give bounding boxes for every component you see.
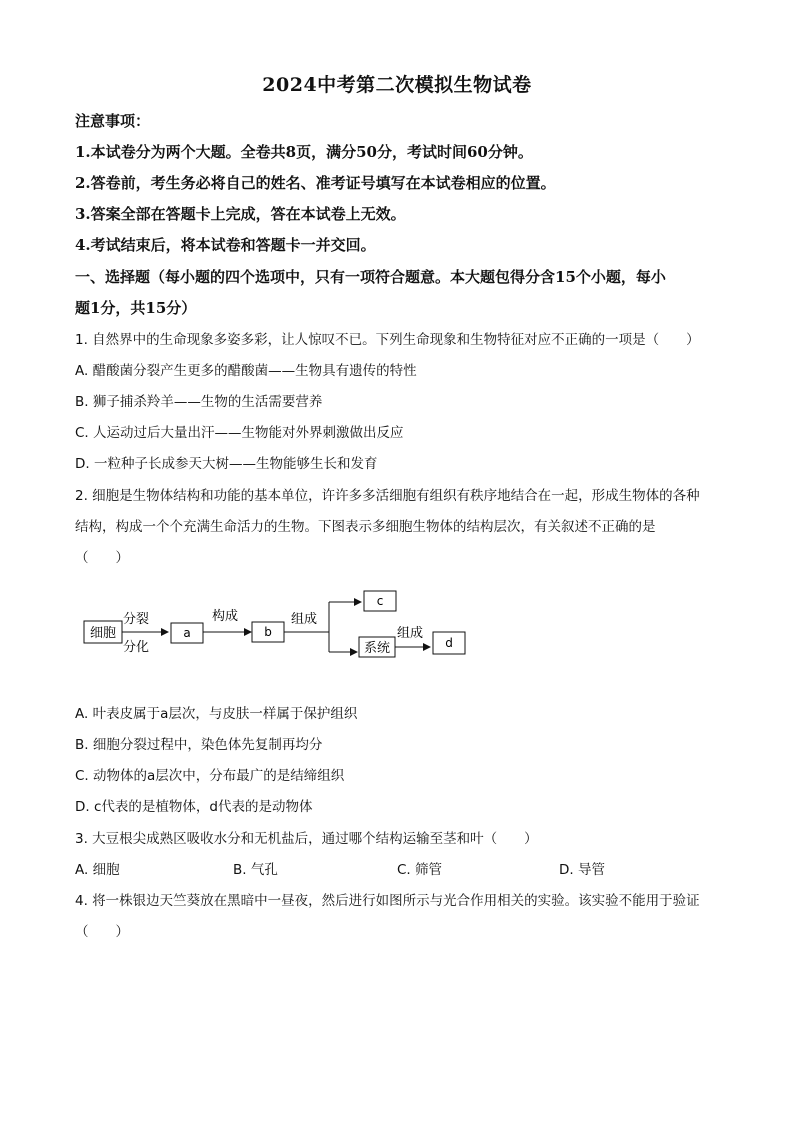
q3-stem: 3. 大豆根尖成熟区吸收水分和无机盐后，通过哪个结构运输至茎和叶（ ） <box>75 831 538 847</box>
q3-option-c: C. 筛管 <box>397 862 443 878</box>
q4-stem-line1: 4. 将一株银边天竺葵放在黑暗中一昼夜，然后进行如图所示与光合作用相关的实验。该实验不能用于验证 <box>75 893 700 909</box>
compose1-label: 构成 <box>211 609 239 624</box>
q1-option-d: D. 一粒种子长成参天大树——生物能够生长和发育 <box>75 456 378 472</box>
q2-stem-line1: 2. 细胞是生物体结构和功能的基本单位，许许多多活细胞有组织有秩序地结合在一起，形成生物体的各种 <box>75 488 700 504</box>
notice-item-3: 3.答案全部在答题卡上完成，答在本试卷上无效。 <box>75 205 406 223</box>
differentiate-label: 分化 <box>123 640 150 655</box>
section-heading-line1: 一、选择题（每小题的四个选项中，只有一项符合题意。本大题包得分含15个小题，每小 <box>75 268 666 286</box>
q3-option-d: D. 导管 <box>559 862 605 878</box>
q1-option-b: B. 狮子捕杀羚羊——生物的生活需要营养 <box>75 394 323 410</box>
notice-item-2: 2.答卷前，考生务必将自己的姓名、准考证号填写在本试卷相应的位置。 <box>75 174 556 192</box>
q3-option-b: B. 气孔 <box>233 862 278 878</box>
cell-label: 细胞 <box>89 626 117 641</box>
q2-stem-line3: （ ） <box>75 550 129 566</box>
q1-option-c: C. 人运动过后大量出汗——生物能对外界刺激做出反应 <box>75 425 404 441</box>
d-label: d <box>445 636 453 650</box>
page-title: 2024中考第二次模拟生物试卷 <box>262 74 532 96</box>
a-label: a <box>183 626 191 640</box>
q4-stem-line2: （ ） <box>75 924 129 940</box>
c-label: c <box>376 594 384 608</box>
b-label: b <box>264 625 272 639</box>
system-label: 系统 <box>363 641 391 656</box>
q2-option-d: D. c代表的是植物体，d代表的是动物体 <box>75 799 313 815</box>
q1-stem: 1. 自然界中的生命现象多姿多彩，让人惊叹不已。下列生命现象和生物特征对应不正确的一项是（ ） <box>75 332 700 348</box>
q2-option-a: A. 叶表皮属于a层次，与皮肤一样属于保护组织 <box>75 706 358 722</box>
section-heading-line2: 题1分，共15分） <box>75 299 197 317</box>
q3-options-row <box>75 858 725 878</box>
notice-item-4: 4.考试结束后，将本试卷和答题卡一并交回。 <box>75 236 376 254</box>
notice-item-1: 1.本试卷分为两个大题。全卷共8页，满分50分，考试时间60分钟。 <box>75 143 533 161</box>
compose3-label: 组成 <box>396 626 424 641</box>
q3-option-a: A. 细胞 <box>75 862 120 878</box>
q2-option-c: C. 动物体的a层次中，分布最广的是结缔组织 <box>75 768 345 784</box>
q2-stem-line2: 结构，构成一个个充满生命活力的生物。下图表示多细胞生物体的结构层次，有关叙述不正确的是 <box>75 519 656 535</box>
structure-hierarchy-diagram <box>75 580 495 670</box>
divide-label: 分裂 <box>123 612 150 627</box>
q2-option-b: B. 细胞分裂过程中，染色体先复制再均分 <box>75 737 323 753</box>
compose2-label: 组成 <box>290 612 318 627</box>
notice-heading: 注意事项： <box>75 112 151 130</box>
q1-option-a: A. 醋酸菌分裂产生更多的醋酸菌——生物具有遗传的特性 <box>75 363 417 379</box>
